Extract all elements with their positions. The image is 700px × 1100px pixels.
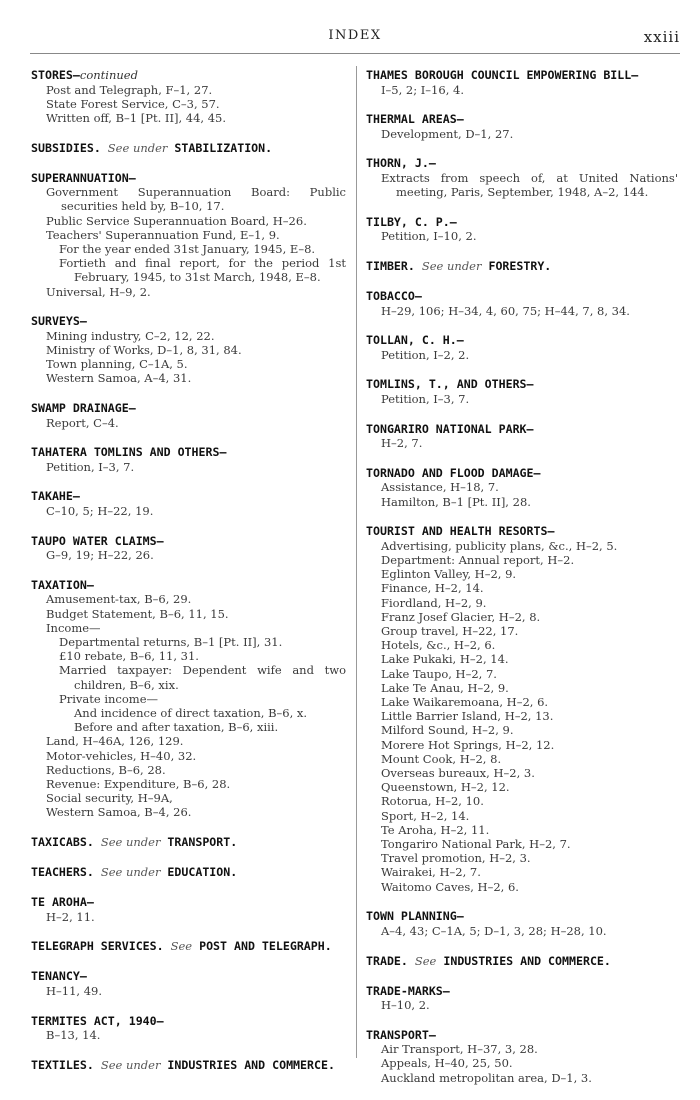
sub-entry: C–10, 5; H–22, 19. xyxy=(46,503,154,518)
sub-entry: £10 rebate, B–6, 11, 31. xyxy=(59,649,199,664)
entry-heading-line xyxy=(31,1058,346,1073)
entry-heading: TOBACCO— xyxy=(366,289,422,304)
entry-heading: TE AROHA— xyxy=(31,895,94,910)
sub-entry: Universal, H–9, 2. xyxy=(46,284,151,299)
entry-heading-line xyxy=(366,156,678,171)
sub-entry: Appeals, H–40, 25, 50. xyxy=(381,1056,513,1071)
page-header xyxy=(30,28,680,48)
sub-entry: Town planning, C–1A, 5. xyxy=(46,357,188,372)
page-number: xxiii xyxy=(643,28,680,46)
index-entry-tongariro-park xyxy=(366,422,678,451)
sub-entry: Fortieth and final report, for the period 1st February, 1945, to 31st March, 1948, E–8. xyxy=(59,256,346,285)
sub-entry: Te Aroha, H–2, 11. xyxy=(381,822,490,837)
entry-heading-line xyxy=(31,895,346,910)
index-entry-tornado xyxy=(366,466,678,509)
entry-heading: TAKAHE— xyxy=(31,489,80,504)
entry-heading: TORNADO AND FLOOD DAMAGE— xyxy=(366,465,541,480)
sub-entry: Report, C–4. xyxy=(46,415,119,430)
entry-heading-line xyxy=(31,865,346,880)
sub-entry: Land, H–46A, 126, 129. xyxy=(46,734,184,749)
entry-heading-line xyxy=(366,954,678,969)
sub-entry: Married taxpayer: Dependent wife and two children, B–6, xix. xyxy=(59,663,346,692)
entry-heading: THORN, J.— xyxy=(366,156,436,171)
continued-label: continued xyxy=(79,68,138,82)
sub-entry: Petition, I–3, 7. xyxy=(46,459,135,474)
sub-entry: Budget Statement, B–6, 11, 15. xyxy=(46,606,229,621)
entry-heading: TENANCY— xyxy=(31,969,87,984)
sub-entry: Eglinton Valley, H–2, 9. xyxy=(381,567,517,582)
sub-entry: Sport, H–2, 14. xyxy=(381,808,470,823)
sub-entry: G–9, 19; H–22, 26. xyxy=(46,548,154,563)
sub-entry: Post and Telegraph, F–1, 27. xyxy=(46,82,213,97)
entry-heading-line xyxy=(31,401,346,416)
sub-entry: Hotels, &c., H–2, 6. xyxy=(381,638,496,653)
entry-heading-line xyxy=(31,835,346,850)
index-entry-transport xyxy=(366,1028,678,1085)
right-column xyxy=(366,68,678,1100)
entry-heading: TRANSPORT— xyxy=(366,1027,436,1042)
index-entry-swamp-drainage xyxy=(31,401,346,430)
sub-entry: Lake Waikaremoana, H–2, 6. xyxy=(381,694,549,709)
left-column xyxy=(31,68,346,1088)
sub-entry: Wairakei, H–2, 7. xyxy=(381,865,481,880)
sub-entry: Lake Taupo, H–2, 7. xyxy=(381,666,497,681)
index-entry-town-planning xyxy=(366,909,678,938)
entry-heading: TOWN PLANNING— xyxy=(366,909,464,924)
entry-heading: TEXTILES. xyxy=(31,1057,94,1072)
sub-entry: H–29, 106; H–34, 4, 60, 75; H–44, 7, 8, 34. xyxy=(381,303,630,318)
entry-heading-line xyxy=(366,289,678,304)
index-entry-taxation xyxy=(31,578,346,820)
entry-heading: TIMBER. xyxy=(366,259,415,274)
entry-heading-line xyxy=(366,112,678,127)
sub-entry: H–10, 2. xyxy=(381,998,430,1013)
cross-reference: STABILIZATION. xyxy=(174,140,273,155)
cross-reference: INDUSTRIES AND COMMERCE. xyxy=(443,953,611,968)
entry-heading: SURVEYS— xyxy=(31,314,87,329)
entry-heading-line xyxy=(31,1014,346,1029)
sub-entry: H–11, 49. xyxy=(46,983,103,998)
sub-entry: B–13, 14. xyxy=(46,1028,101,1043)
index-entry-thorn xyxy=(366,156,678,199)
index-entry-stores xyxy=(31,68,346,125)
index-entry-takahe xyxy=(31,489,346,518)
sub-entry: Waitomo Caves, H–2, 6. xyxy=(381,879,519,894)
sub-entry: Queenstown, H–2, 12. xyxy=(381,780,510,795)
sub-entry: Motor-vehicles, H–40, 32. xyxy=(46,748,197,763)
sub-entry: Mining industry, C–2, 12, 22. xyxy=(46,328,215,343)
column-divider xyxy=(356,66,357,1058)
entry-heading: TRADE. xyxy=(366,953,408,968)
entry-heading: TOLLAN, C. H.— xyxy=(366,333,464,348)
sub-entry: Private income— xyxy=(59,691,159,706)
index-entry-thermal-areas xyxy=(366,112,678,141)
sub-entry: Departmental returns, B–1 [Pt. II], 31. xyxy=(59,634,283,649)
sub-entry: Franz Josef Glacier, H–2, 8. xyxy=(381,609,541,624)
sub-entry: Petition, I–10, 2. xyxy=(381,229,477,244)
entry-heading: TAUPO WATER CLAIMS— xyxy=(31,533,164,548)
entry-heading-line xyxy=(366,215,678,230)
index-entry-taxicabs xyxy=(31,835,346,850)
index-entry-tilby xyxy=(366,215,678,244)
entry-heading: THAMES BOROUGH COUNCIL EMPOWERING BILL— xyxy=(366,68,639,82)
cross-reference: FORESTRY. xyxy=(488,259,552,274)
sub-entry: Auckland metropolitan area, D–1, 3. xyxy=(381,1070,592,1085)
see-label: See under xyxy=(100,1057,161,1072)
sub-entry: Reductions, B–6, 28. xyxy=(46,762,166,777)
sub-entry: Tongariro National Park, H–2, 7. xyxy=(381,837,571,851)
entry-heading: TELEGRAPH SERVICES. xyxy=(31,939,164,954)
index-entry-superannuation xyxy=(31,171,346,299)
sub-entry: For the year ended 31st January, 1945, E–8. xyxy=(59,241,316,256)
entry-heading-line xyxy=(31,969,346,984)
sub-entry: Amusement-tax, B–6, 29. xyxy=(46,592,192,607)
index-entry-telegraph-services xyxy=(31,939,346,954)
index-entry-subsidies xyxy=(31,141,346,156)
sub-entry: Rotorua, H–2, 10. xyxy=(381,794,484,809)
sub-entry: Department: Annual report, H–2. xyxy=(381,552,575,567)
sub-entry: Little Barrier Island, H–2, 13. xyxy=(381,709,554,724)
entry-heading-line xyxy=(366,377,678,392)
sub-entry: Petition, I–3, 7. xyxy=(381,391,470,406)
sub-entry: Travel promotion, H–2, 3. xyxy=(381,851,531,866)
entry-heading: SUBSIDIES. xyxy=(31,140,101,155)
index-entry-trade-marks xyxy=(366,984,678,1013)
entry-heading-line xyxy=(366,524,678,539)
entry-heading-line xyxy=(31,578,346,593)
index-entry-te-aroha xyxy=(31,895,346,924)
index-entry-teachers xyxy=(31,865,346,880)
index-entry-tobacco xyxy=(366,289,678,318)
index-entry-timber xyxy=(366,259,678,274)
entry-heading: TRADE-MARKS— xyxy=(366,983,450,998)
entry-heading-line xyxy=(31,171,346,186)
sub-entry: Western Samoa, A–4, 31. xyxy=(46,371,192,386)
entry-heading-line xyxy=(31,314,346,329)
sub-entry: Social security, H–9A, xyxy=(46,791,173,806)
entry-heading-line xyxy=(366,333,678,348)
sub-entry: State Forest Service, C–3, 57. xyxy=(46,96,220,111)
entry-heading-line xyxy=(31,68,346,83)
sub-entry: Extracts from speech of, at United Nations' meeting, Paris, September, 1948, A–2, 144. xyxy=(381,170,678,200)
sub-entry: Lake Te Anau, H–2, 9. xyxy=(381,680,509,695)
entry-heading: THERMAL AREAS— xyxy=(366,112,464,127)
sub-entry: Finance, H–2, 14. xyxy=(381,581,484,596)
entry-heading-line xyxy=(366,422,678,437)
index-entry-thames-borough xyxy=(366,68,678,97)
entry-heading: TAXICABS. xyxy=(31,835,94,850)
sub-entry: Public Service Superannuation Board, H–26. xyxy=(46,213,307,228)
sub-entry: Assistance, H–18, 7. xyxy=(381,480,499,495)
sub-entry: Advertising, publicity plans, &c., H–2, 5. xyxy=(381,538,618,553)
index-entry-taupo-water-claims xyxy=(31,534,346,563)
sub-entry: Mount Cook, H–2, 8. xyxy=(381,751,502,766)
sub-entry: Petition, I–2, 2. xyxy=(381,347,470,362)
sub-entry: Development, D–1, 27. xyxy=(381,126,514,141)
sub-entry: Group travel, H–22, 17. xyxy=(381,623,519,638)
page-title: INDEX xyxy=(328,28,382,43)
sub-entry: Fiordland, H–2, 9. xyxy=(381,595,487,610)
sub-entry: Milford Sound, H–2, 9. xyxy=(381,723,514,738)
index-entry-termites-act xyxy=(31,1014,346,1043)
sub-entry: A–4, 43; C–1A, 5; D–1, 3, 28; H–28, 10. xyxy=(381,923,607,938)
see-label: See xyxy=(170,939,193,954)
entry-heading-line xyxy=(31,534,346,549)
entry-heading: TAXATION— xyxy=(31,577,94,592)
see-label: See under xyxy=(421,259,482,274)
entry-heading: SWAMP DRAINAGE— xyxy=(31,401,136,416)
sub-entry: H–2, 11. xyxy=(46,909,95,924)
cross-reference: TRANSPORT. xyxy=(167,835,238,850)
index-entry-tenancy xyxy=(31,969,346,998)
sub-entry: Written off, B–1 [Pt. II], 44, 45. xyxy=(46,110,227,125)
entry-heading-line xyxy=(366,68,678,83)
see-label: See under xyxy=(100,835,161,850)
entry-heading-line xyxy=(366,909,678,924)
entry-heading-line xyxy=(366,1028,678,1043)
entry-heading: TERMITES ACT, 1940— xyxy=(31,1013,164,1028)
entry-heading: TONGARIRO NATIONAL PARK— xyxy=(366,421,534,436)
sub-entry: And incidence of direct taxation, B–6, x. xyxy=(74,705,308,720)
index-entry-surveys xyxy=(31,314,346,385)
cross-reference: POST AND TELEGRAPH. xyxy=(199,939,332,954)
index-entry-tourist-resorts xyxy=(366,524,678,894)
sub-entry: I–5, 2; I–16, 4. xyxy=(381,82,464,97)
entry-heading-line xyxy=(31,445,346,460)
entry-heading: STORES— xyxy=(31,68,80,82)
entry-heading: TILBY, C. P.— xyxy=(366,214,457,229)
sub-entry: Government Superannuation Board: Public securities held by, B–10, 17. xyxy=(46,185,346,214)
entry-heading-line xyxy=(366,259,678,274)
sub-entry: Western Samoa, B–4, 26. xyxy=(46,805,192,820)
sub-entry: Before and after taxation, B–6, xiii. xyxy=(74,720,279,735)
sub-entry: Hamilton, B–1 [Pt. II], 28. xyxy=(381,494,531,509)
index-entry-tollan xyxy=(366,333,678,362)
index-entry-trade xyxy=(366,954,678,969)
sub-entry: Teachers' Superannuation Fund, E–1, 9. xyxy=(46,227,280,242)
see-label: See xyxy=(414,953,437,968)
sub-entry: Air Transport, H–37, 3, 28. xyxy=(381,1042,538,1057)
sub-entry: Revenue: Expenditure, B–6, 28. xyxy=(46,777,231,791)
index-entry-tahatera xyxy=(31,445,346,474)
sub-entry: H–2, 7. xyxy=(381,436,423,451)
entry-heading-line xyxy=(366,984,678,999)
index-entry-tomlins xyxy=(366,377,678,406)
entry-heading: TOMLINS, T., AND OTHERS— xyxy=(366,377,534,392)
entry-heading-line xyxy=(31,489,346,504)
entry-heading-line xyxy=(31,141,346,156)
sub-entry: Ministry of Works, D–1, 8, 31, 84. xyxy=(46,342,242,357)
sub-entry: Lake Pukaki, H–2, 14. xyxy=(381,652,509,667)
header-rule xyxy=(30,53,680,54)
entry-heading-line xyxy=(366,466,678,481)
entry-heading: SUPERANNUATION— xyxy=(31,170,136,185)
cross-reference: EDUCATION. xyxy=(167,865,238,880)
sub-entry: Overseas bureaux, H–2, 3. xyxy=(381,765,535,780)
entry-heading: TOURIST AND HEALTH RESORTS— xyxy=(366,524,555,539)
entry-heading: TEACHERS. xyxy=(31,865,94,880)
see-label: See under xyxy=(107,140,168,155)
index-entry-textiles xyxy=(31,1058,346,1073)
see-label: See under xyxy=(100,865,161,880)
entry-heading: TAHATERA TOMLINS AND OTHERS— xyxy=(31,445,227,460)
entry-heading-line xyxy=(31,939,346,954)
sub-entry: Income— xyxy=(46,620,101,635)
cross-reference: INDUSTRIES AND COMMERCE. xyxy=(167,1057,335,1072)
sub-entry: Morere Hot Springs, H–2, 12. xyxy=(381,737,555,752)
